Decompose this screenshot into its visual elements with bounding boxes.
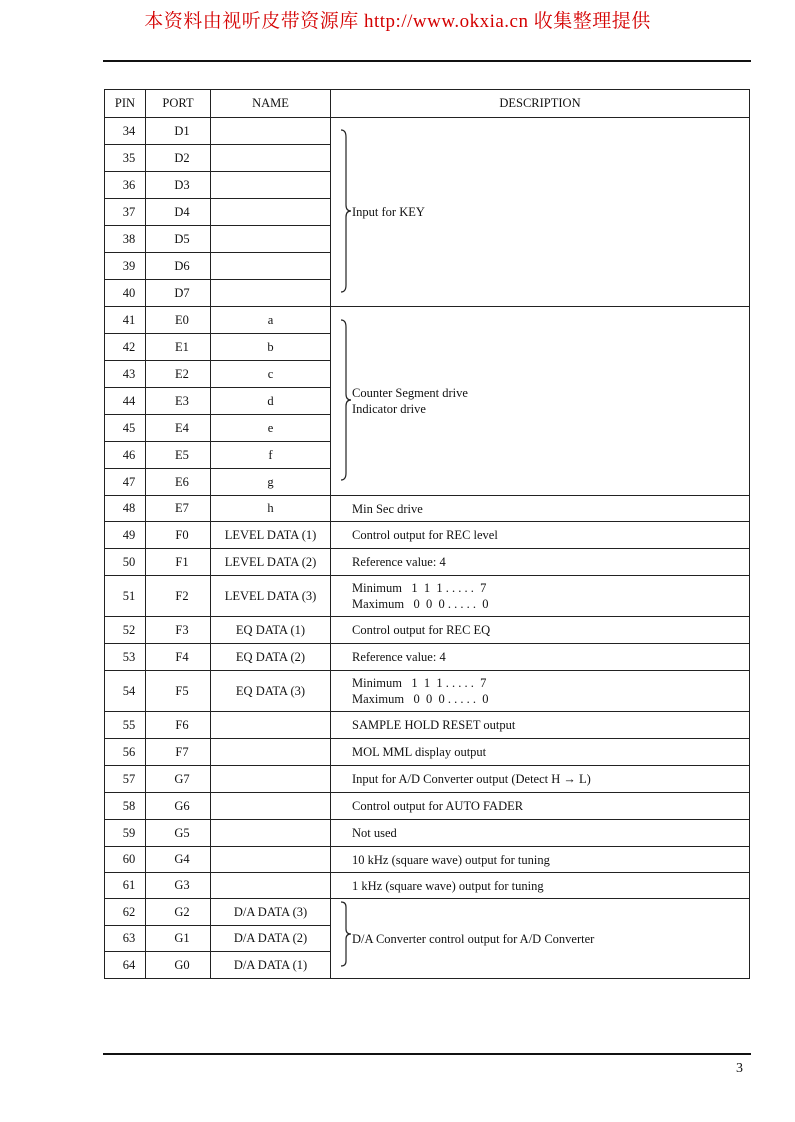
pin-cell: 34	[105, 118, 146, 145]
name-cell: a	[211, 307, 331, 334]
name-cell: D/A DATA (3)	[211, 899, 331, 926]
bottom-rule	[103, 1053, 751, 1055]
watermark-banner: 本资料由视听皮带资源库 http://www.okxia.cn 收集整理提供	[144, 11, 651, 32]
name-cell: D/A DATA (2)	[211, 926, 331, 952]
port-cell: G1	[146, 926, 211, 952]
table-row	[105, 671, 750, 712]
port-cell: F4	[146, 644, 211, 671]
name-cell: LEVEL DATA (1)	[211, 522, 331, 549]
table-row	[105, 766, 750, 793]
table-row	[105, 793, 750, 820]
port-cell: G3	[146, 873, 211, 899]
pin-cell: 59	[105, 820, 146, 847]
table-row	[105, 118, 750, 145]
port-cell: D6	[146, 253, 211, 280]
pin-cell: 48	[105, 496, 146, 522]
description-cell: Min Sec drive	[331, 496, 750, 522]
pin-cell: 62	[105, 899, 146, 926]
port-cell: F2	[146, 576, 211, 617]
name-cell	[211, 280, 331, 307]
pin-cell: 38	[105, 226, 146, 253]
name-cell: h	[211, 496, 331, 522]
pin-cell: 61	[105, 873, 146, 899]
name-cell	[211, 253, 331, 280]
name-cell: LEVEL DATA (2)	[211, 549, 331, 576]
pin-cell: 46	[105, 442, 146, 469]
port-cell: F5	[146, 671, 211, 712]
port-cell: G2	[146, 899, 211, 926]
pin-cell: 63	[105, 926, 146, 952]
port-cell: F3	[146, 617, 211, 644]
port-cell: E2	[146, 361, 211, 388]
port-cell: G4	[146, 847, 211, 873]
minimum-value: Minimum 1 1 1 . . . . . 7	[352, 676, 487, 690]
port-cell: G6	[146, 793, 211, 820]
pin-cell: 44	[105, 388, 146, 415]
name-cell	[211, 226, 331, 253]
pin-cell: 50	[105, 549, 146, 576]
pin-cell: 41	[105, 307, 146, 334]
name-cell: EQ DATA (1)	[211, 617, 331, 644]
pin-cell: 37	[105, 199, 146, 226]
port-cell: D1	[146, 118, 211, 145]
pin-cell: 42	[105, 334, 146, 361]
description-cell	[331, 118, 750, 307]
table-row	[105, 307, 750, 334]
pin-cell: 45	[105, 415, 146, 442]
description-cell: Control output for AUTO FADER	[331, 793, 750, 820]
description-cell	[331, 671, 750, 712]
port-cell: E4	[146, 415, 211, 442]
name-cell: EQ DATA (3)	[211, 671, 331, 712]
name-cell	[211, 820, 331, 847]
description-cell: Control output for REC EQ	[331, 617, 750, 644]
name-cell	[211, 145, 331, 172]
pin-cell: 58	[105, 793, 146, 820]
header-port: PORT	[146, 90, 211, 118]
table-row	[105, 899, 750, 926]
page-number: 3	[736, 1061, 743, 1076]
da-group-brace	[339, 901, 353, 967]
port-cell: G7	[146, 766, 211, 793]
port-cell: G0	[146, 952, 211, 979]
port-cell: E3	[146, 388, 211, 415]
name-cell: g	[211, 469, 331, 496]
table-row	[105, 576, 750, 617]
pin-cell: 52	[105, 617, 146, 644]
counter-group-brace	[339, 319, 353, 481]
name-cell	[211, 766, 331, 793]
pin-cell: 56	[105, 739, 146, 766]
table-row	[105, 644, 750, 671]
pin-cell: 47	[105, 469, 146, 496]
table-row	[105, 549, 750, 576]
port-cell: E7	[146, 496, 211, 522]
port-cell: D2	[146, 145, 211, 172]
port-cell: F6	[146, 712, 211, 739]
table-row	[105, 712, 750, 739]
port-cell: F7	[146, 739, 211, 766]
table-row	[105, 847, 750, 873]
description-cell	[331, 576, 750, 617]
key-group-brace	[339, 129, 353, 293]
port-cell: E6	[146, 469, 211, 496]
pin-cell: 55	[105, 712, 146, 739]
name-cell: f	[211, 442, 331, 469]
name-cell	[211, 873, 331, 899]
description-text: Input for KEY	[352, 205, 425, 219]
name-cell: D/A DATA (1)	[211, 952, 331, 979]
name-cell	[211, 712, 331, 739]
description-cell: 1 kHz (square wave) output for tuning	[331, 873, 750, 899]
name-cell: EQ DATA (2)	[211, 644, 331, 671]
pin-cell: 51	[105, 576, 146, 617]
table-row	[105, 496, 750, 522]
pin-cell: 39	[105, 253, 146, 280]
table-row	[105, 522, 750, 549]
minimum-value: Minimum 1 1 1 . . . . . 7	[352, 581, 487, 595]
maximum-value: Maximum 0 0 0 . . . . . 0	[352, 597, 489, 611]
pin-cell: 35	[105, 145, 146, 172]
description-text: Indicator drive	[352, 402, 426, 416]
name-cell: b	[211, 334, 331, 361]
port-cell: G5	[146, 820, 211, 847]
port-cell: D4	[146, 199, 211, 226]
name-cell: LEVEL DATA (3)	[211, 576, 331, 617]
name-cell	[211, 118, 331, 145]
table-row	[105, 739, 750, 766]
port-cell: F0	[146, 522, 211, 549]
name-cell	[211, 199, 331, 226]
description-cell: SAMPLE HOLD RESET output	[331, 712, 750, 739]
maximum-value: Maximum 0 0 0 . . . . . 0	[352, 692, 489, 706]
pin-cell: 57	[105, 766, 146, 793]
pin-cell: 54	[105, 671, 146, 712]
name-cell	[211, 739, 331, 766]
table-row	[105, 820, 750, 847]
description-cell: Input for A/D Converter output (Detect H → L)	[331, 766, 750, 793]
name-cell: d	[211, 388, 331, 415]
header-pin: PIN	[105, 90, 146, 118]
name-cell: e	[211, 415, 331, 442]
description-cell: Reference value: 4	[331, 644, 750, 671]
pin-cell: 49	[105, 522, 146, 549]
description-cell: Control output for REC level	[331, 522, 750, 549]
top-rule	[103, 60, 751, 62]
port-cell: E1	[146, 334, 211, 361]
table-row	[105, 873, 750, 899]
port-cell: E0	[146, 307, 211, 334]
pin-cell: 53	[105, 644, 146, 671]
description-cell: D/A Converter control output for A/D Converter	[331, 899, 750, 979]
pin-table-wrapper	[104, 89, 749, 975]
pin-cell: 60	[105, 847, 146, 873]
port-cell: D3	[146, 172, 211, 199]
table-row	[105, 617, 750, 644]
name-cell: c	[211, 361, 331, 388]
name-cell	[211, 847, 331, 873]
pin-cell: 43	[105, 361, 146, 388]
port-cell: E5	[146, 442, 211, 469]
table-header-row	[105, 90, 750, 118]
pin-cell: 36	[105, 172, 146, 199]
description-cell: Reference value: 4	[331, 549, 750, 576]
description-cell	[331, 307, 750, 496]
pin-cell: 64	[105, 952, 146, 979]
header-name: NAME	[211, 90, 331, 118]
header-description: DESCRIPTION	[331, 90, 750, 118]
port-cell: D7	[146, 280, 211, 307]
description-cell: MOL MML display output	[331, 739, 750, 766]
port-cell: D5	[146, 226, 211, 253]
pin-cell: 40	[105, 280, 146, 307]
description-text: Counter Segment drive	[352, 386, 468, 400]
description-cell: 10 kHz (square wave) output for tuning	[331, 847, 750, 873]
name-cell	[211, 793, 331, 820]
pin-table	[104, 89, 750, 979]
name-cell	[211, 172, 331, 199]
description-cell: Not used	[331, 820, 750, 847]
port-cell: F1	[146, 549, 211, 576]
